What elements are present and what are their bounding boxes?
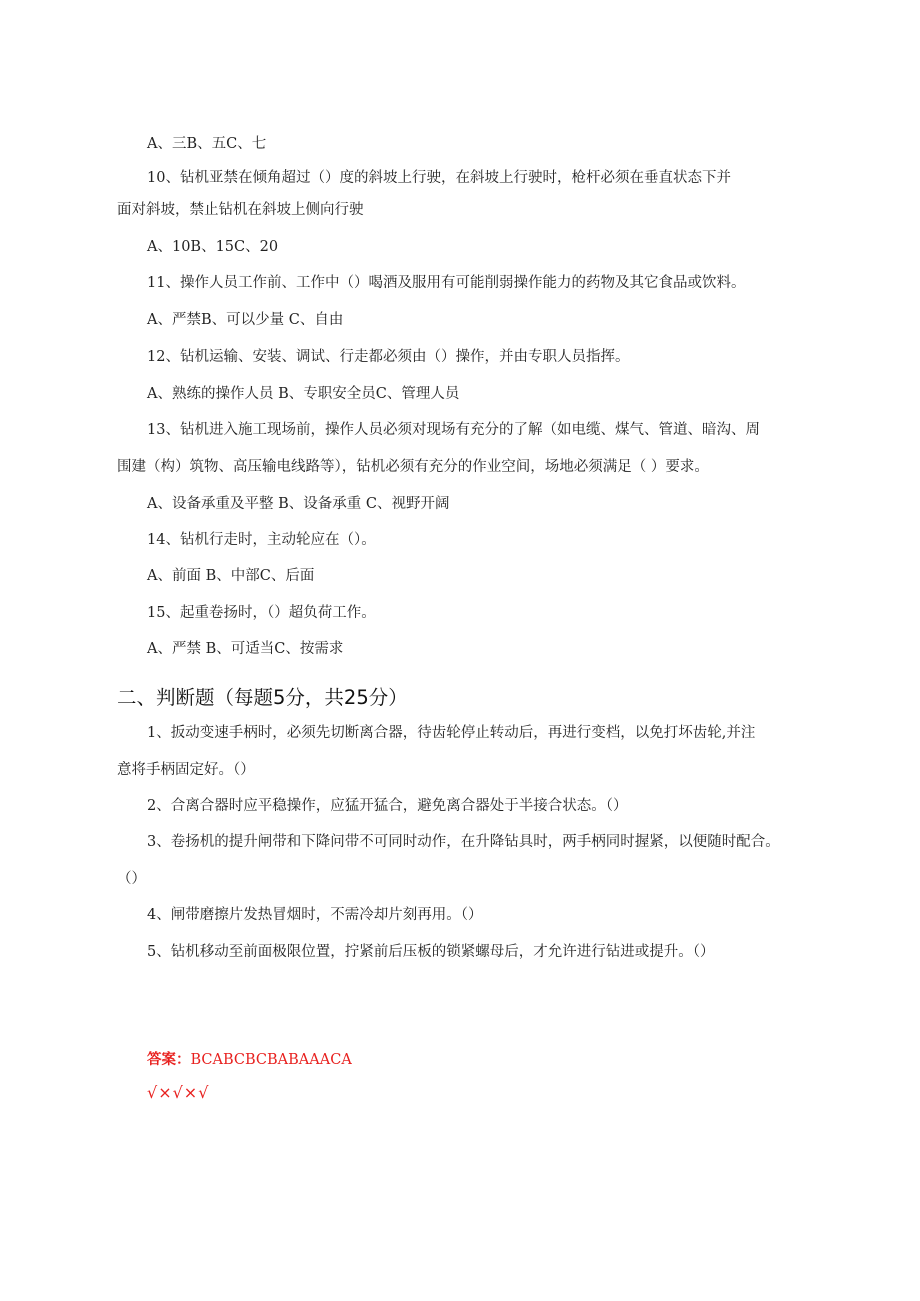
j3-text-line2: （） <box>117 871 146 887</box>
answer-judgement-marks: √×√×√ <box>147 1083 210 1102</box>
q10-text-line2: 面对斜坡，禁止钻机在斜坡上侧向行驶 <box>117 202 364 218</box>
answer-label: 答案： <box>147 1052 191 1068</box>
q9-options: A、三B、五C、七 <box>147 136 267 152</box>
q11-text: 11、操作人员工作前、工作中（）喝酒及服用有可能削弱操作能力的药物及其它食品或饮料。 <box>147 275 746 291</box>
q10-options: A、10B、15C、20 <box>147 239 279 255</box>
q15-text: 15、起重卷扬时，（）超负荷工作。 <box>147 605 376 621</box>
answer-choices: BCABCBCBABAAACA <box>190 1052 352 1068</box>
q14-options: A、前面 B、中部C、后面 <box>147 568 315 584</box>
q13-text-line1: 13、钻机进入施工现场前，操作人员必须对现场有充分的了解（如电缆、煤气、管道、暗沟、周 <box>147 422 760 438</box>
answer-key <box>147 1048 352 1069</box>
q10-text-line1: 10、钻机亚禁在倾角超过（）度的斜坡上行驶，在斜坡上行驶时，枪杆必须在垂直状态下并 <box>147 170 731 186</box>
q11-options: A、严禁B、可以少量 C、自由 <box>147 312 344 328</box>
q13-text-line2: 围建（构）筑物、高压输电线路等），钻机必须有充分的作业空间，场地必须满足（ ）要求。 <box>117 459 709 475</box>
j4-text: 4、闸带磨擦片发热冒烟时，不需冷却片刻再用。（） <box>147 907 483 923</box>
j5-text: 5、钻机移动至前面极限位置，拧紧前后压板的锁紧螺母后，才允许进行钻进或提升。（） <box>147 944 715 960</box>
j1-text-line1: 1、扳动变速手柄时，必须先切断离合器，待齿轮停止转动后，再进行变档，以免打坏齿轮,并注 <box>147 725 756 741</box>
q15-options: A、严禁 B、可适当C、按需求 <box>147 641 344 657</box>
q12-text: 12、钻机运输、安装、调试、行走都必须由（）操作，并由专职人员指挥。 <box>147 349 630 365</box>
q12-options: A、熟练的操作人员 B、专职安全员C、管理人员 <box>147 386 460 402</box>
q13-options: A、设备承重及平整 B、设备承重 C、视野开阔 <box>147 496 450 512</box>
section-heading-judgement: 二、判断题（每题5分，共25分） <box>117 686 408 709</box>
j3-text-line1: 3、卷扬机的提升闸带和下降问带不可同时动作，在升降钻具时，两手柄同时握紧，以便随时配合。 <box>147 834 780 850</box>
j2-text: 2、合离合器时应平稳操作，应猛开猛合，避免离合器处于半接合状态。（） <box>147 798 628 814</box>
j1-text-line2: 意将手柄固定好。（） <box>117 762 255 778</box>
q14-text: 14、钻机行走时，主动轮应在（）。 <box>147 532 376 548</box>
